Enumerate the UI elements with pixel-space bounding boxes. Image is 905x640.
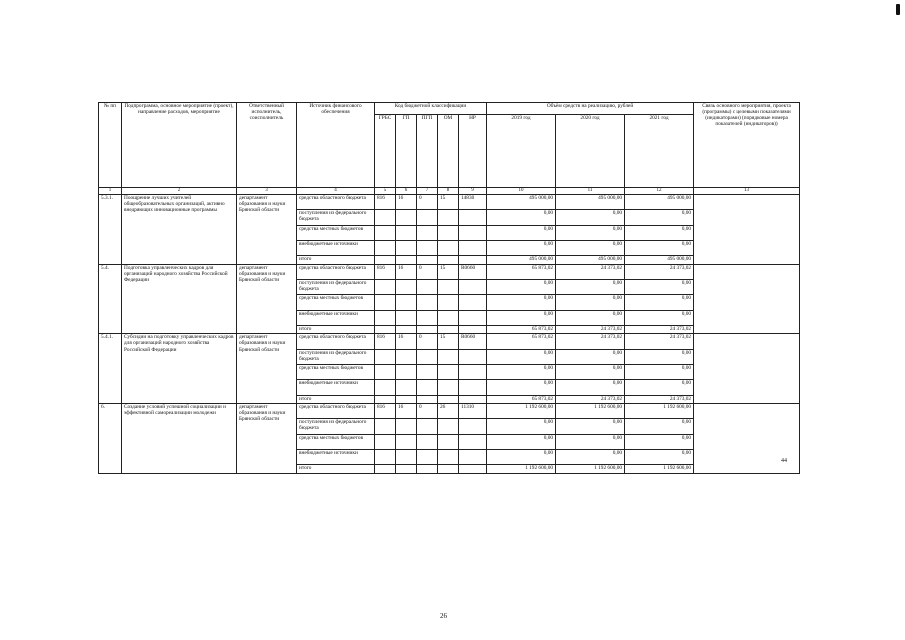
total-2021: 1 192 600,00: [625, 465, 694, 474]
table-row: [99, 404, 800, 419]
total-2021: 24 373,02: [625, 325, 694, 334]
code-empty: [438, 295, 459, 310]
code-empty: [438, 364, 459, 379]
code-grbs: 816: [375, 334, 396, 349]
code-nr: R0660: [459, 334, 487, 349]
value-2021: 24 373,02: [625, 334, 694, 349]
code-nr: R0660: [459, 264, 487, 279]
source-label: внебюджетные источники: [297, 310, 375, 325]
code-empty: [438, 310, 459, 325]
code-gp: 16: [396, 195, 417, 210]
code-empty: [438, 395, 459, 404]
code-empty: [396, 240, 417, 255]
value-zero: 0,00: [556, 310, 625, 325]
total-2020: 1 192 600,00: [556, 465, 625, 474]
code-empty: [417, 434, 438, 449]
code-empty: [438, 256, 459, 265]
code-empty: [459, 225, 487, 240]
code-empty: [438, 434, 459, 449]
header-2019: 2019 год: [487, 115, 556, 188]
code-gp: 16: [396, 264, 417, 279]
code-empty: [438, 240, 459, 255]
source-label: средства областного бюджета: [297, 404, 375, 419]
code-empty: [459, 240, 487, 255]
value-zero: 0,00: [556, 380, 625, 395]
value-zero: 0,00: [556, 240, 625, 255]
value-zero: 0,00: [625, 225, 694, 240]
budget-table: [98, 102, 800, 474]
link-cell: [694, 264, 800, 334]
value-2020: 24 373,02: [556, 334, 625, 349]
code-empty: [396, 395, 417, 404]
code-empty: [396, 210, 417, 225]
link-cell: [694, 195, 800, 265]
code-empty: [375, 395, 396, 404]
value-2020: 24 373,02: [556, 264, 625, 279]
code-empty: [438, 210, 459, 225]
total-2020: 24 373,02: [556, 325, 625, 334]
source-label: внебюджетные источники: [297, 240, 375, 255]
value-2021: 24 373,02: [625, 264, 694, 279]
source-label: средства местных бюджетов: [297, 225, 375, 240]
header-link: Связь основного мероприятия, проекта (программы) с целевыми показателями (индикаторами) (порядковые номера показателей (индикаторов)): [694, 103, 800, 188]
link-cell: [694, 334, 800, 404]
code-empty: [459, 349, 487, 364]
code-empty: [459, 295, 487, 310]
row-name: Поощрение лучших учителей общеобразовательных организаций, активно внедряющих инновационные программы: [122, 195, 237, 265]
code-empty: [459, 310, 487, 325]
code-empty: [438, 349, 459, 364]
code-empty: [417, 364, 438, 379]
code-empty: [417, 256, 438, 265]
code-empty: [396, 434, 417, 449]
code-pgp: 0: [417, 334, 438, 349]
column-number: 9: [459, 188, 487, 195]
header-volume: Объём средств на реализацию, рублей: [487, 103, 694, 115]
source-label: средства местных бюджетов: [297, 364, 375, 379]
row-name: Создание условий успешной социализации и эффективной самореализации молодежи: [122, 404, 237, 474]
value-zero: 0,00: [625, 210, 694, 225]
code-om: 15: [438, 264, 459, 279]
code-empty: [459, 465, 487, 474]
source-label: поступления из федерального бюджета: [297, 210, 375, 225]
value-zero: 0,00: [625, 419, 694, 434]
code-empty: [375, 279, 396, 294]
header-nr: НР: [459, 115, 487, 188]
table-row: [99, 264, 800, 279]
source-label: итого: [297, 325, 375, 334]
value-zero: 0,00: [487, 349, 556, 364]
table-row: [99, 334, 800, 349]
total-2021: 495 000,00: [625, 256, 694, 265]
code-empty: [459, 434, 487, 449]
code-empty: [438, 465, 459, 474]
value-zero: 0,00: [487, 295, 556, 310]
header-om: ОМ: [438, 115, 459, 188]
row-responsible: департамент образования и науки Брянской области: [237, 195, 297, 265]
column-number: 2: [122, 188, 237, 195]
column-number: 13: [694, 188, 800, 195]
total-2019: 65 873,02: [487, 395, 556, 404]
code-gp: 16: [396, 334, 417, 349]
code-empty: [438, 279, 459, 294]
source-label: итого: [297, 395, 375, 404]
code-pgp: 0: [417, 264, 438, 279]
column-number: 1: [99, 188, 122, 195]
code-empty: [396, 380, 417, 395]
value-zero: 0,00: [625, 240, 694, 255]
value-2019: 65 873,02: [487, 264, 556, 279]
code-empty: [375, 256, 396, 265]
total-2019: 65 873,02: [487, 325, 556, 334]
header-subprogram: Подпрограмма, основное мероприятие (проект), направление расходов, мероприятие: [122, 103, 237, 188]
column-number: 10: [487, 188, 556, 195]
code-empty: [459, 279, 487, 294]
code-empty: [375, 465, 396, 474]
total-2019: 495 000,00: [487, 256, 556, 265]
row-responsible: департамент образования и науки Брянской области: [237, 404, 297, 474]
source-label: внебюджетные источники: [297, 449, 375, 464]
code-empty: [417, 349, 438, 364]
table-body: [99, 195, 800, 474]
value-zero: 0,00: [625, 310, 694, 325]
code-empty: [375, 449, 396, 464]
code-empty: [396, 364, 417, 379]
code-empty: [396, 295, 417, 310]
code-empty: [417, 395, 438, 404]
code-empty: [396, 310, 417, 325]
code-empty: [459, 256, 487, 265]
source-label: средства местных бюджетов: [297, 295, 375, 310]
scan-edge-mark: [896, 4, 900, 15]
header-budget-code: Код бюджетной классификации: [375, 103, 487, 115]
value-zero: 0,00: [625, 449, 694, 464]
code-om: 15: [438, 195, 459, 210]
code-empty: [375, 225, 396, 240]
source-label: средства областного бюджета: [297, 195, 375, 210]
row-num: 5.4.: [99, 264, 122, 334]
column-number: 11: [556, 188, 625, 195]
code-empty: [396, 279, 417, 294]
code-empty: [459, 395, 487, 404]
code-empty: [417, 325, 438, 334]
code-empty: [417, 240, 438, 255]
value-zero: 0,00: [487, 279, 556, 294]
column-number: 4: [297, 188, 375, 195]
code-empty: [375, 295, 396, 310]
code-empty: [396, 419, 417, 434]
code-empty: [396, 465, 417, 474]
source-label: внебюджетные источники: [297, 380, 375, 395]
code-nr: 14830: [459, 195, 487, 210]
code-empty: [417, 419, 438, 434]
value-zero: 0,00: [487, 310, 556, 325]
value-zero: 0,00: [625, 295, 694, 310]
code-grbs: 816: [375, 264, 396, 279]
code-empty: [438, 325, 459, 334]
source-label: поступления из федерального бюджета: [297, 349, 375, 364]
code-empty: [438, 225, 459, 240]
row-num: 6.: [99, 404, 122, 474]
column-number: 5: [375, 188, 396, 195]
code-empty: [417, 465, 438, 474]
total-2020: 24 373,02: [556, 395, 625, 404]
code-empty: [417, 310, 438, 325]
header-grbs: ГРБС: [375, 115, 396, 188]
code-empty: [438, 380, 459, 395]
value-zero: 0,00: [487, 434, 556, 449]
total-2020: 495 000,00: [556, 256, 625, 265]
value-zero: 0,00: [556, 434, 625, 449]
code-empty: [459, 210, 487, 225]
column-number: 8: [438, 188, 459, 195]
header-gp: ГП: [396, 115, 417, 188]
code-empty: [375, 349, 396, 364]
table-row: [99, 195, 800, 210]
value-2019: 495 000,00: [487, 195, 556, 210]
total-2019: 1 192 600,00: [487, 465, 556, 474]
code-empty: [417, 225, 438, 240]
code-empty: [459, 364, 487, 379]
total-2021: 24 373,02: [625, 395, 694, 404]
code-empty: [375, 240, 396, 255]
code-empty: [417, 449, 438, 464]
value-2019: 1 192 600,00: [487, 404, 556, 419]
value-zero: 0,00: [487, 380, 556, 395]
value-2019: 65 873,02: [487, 334, 556, 349]
source-label: поступления из федерального бюджета: [297, 279, 375, 294]
header-pgp: ПГП: [417, 115, 438, 188]
value-zero: 0,00: [556, 279, 625, 294]
value-2020: 495 000,00: [556, 195, 625, 210]
value-zero: 0,00: [487, 210, 556, 225]
value-zero: 0,00: [625, 434, 694, 449]
value-zero: 0,00: [556, 349, 625, 364]
column-number: 6: [396, 188, 417, 195]
source-label: итого: [297, 465, 375, 474]
value-zero: 0,00: [556, 210, 625, 225]
code-empty: [417, 380, 438, 395]
source-label: итого: [297, 256, 375, 265]
code-pgp: 0: [417, 404, 438, 419]
value-zero: 0,00: [556, 419, 625, 434]
source-label: поступления из федерального бюджета: [297, 419, 375, 434]
header-2021: 2021 год: [625, 115, 694, 188]
code-empty: [375, 364, 396, 379]
header-num: № пп: [99, 103, 122, 188]
code-gp: 16: [396, 404, 417, 419]
header-2020: 2020 год: [556, 115, 625, 188]
row-num: 5.4.1.: [99, 334, 122, 404]
value-zero: 0,00: [556, 295, 625, 310]
code-grbs: 816: [375, 404, 396, 419]
code-empty: [438, 449, 459, 464]
value-zero: 0,00: [625, 364, 694, 379]
header-source: Источник финансового обеспечения: [297, 103, 375, 188]
source-label: средства местных бюджетов: [297, 434, 375, 449]
code-empty: [417, 210, 438, 225]
value-2020: 1 192 600,00: [556, 404, 625, 419]
page-number: 26: [440, 612, 447, 620]
side-number: 44: [781, 458, 787, 464]
row-name: Подготовка управленческих кадров для организаций народного хозяйства Российской Федерации: [122, 264, 237, 334]
code-empty: [375, 434, 396, 449]
value-zero: 0,00: [625, 349, 694, 364]
code-empty: [459, 419, 487, 434]
value-zero: 0,00: [556, 225, 625, 240]
code-empty: [459, 325, 487, 334]
value-zero: 0,00: [556, 364, 625, 379]
code-pgp: 0: [417, 195, 438, 210]
row-responsible: департамент образования и науки Брянской области: [237, 334, 297, 404]
code-empty: [396, 225, 417, 240]
column-number: 3: [237, 188, 297, 195]
code-empty: [396, 449, 417, 464]
code-empty: [396, 325, 417, 334]
code-empty: [375, 210, 396, 225]
value-zero: 0,00: [487, 240, 556, 255]
value-zero: 0,00: [487, 449, 556, 464]
code-empty: [417, 295, 438, 310]
code-empty: [375, 325, 396, 334]
code-empty: [459, 380, 487, 395]
source-label: средства областного бюджета: [297, 334, 375, 349]
source-label: средства областного бюджета: [297, 264, 375, 279]
code-nr: 11310: [459, 404, 487, 419]
column-number: 12: [625, 188, 694, 195]
code-grbs: 816: [375, 195, 396, 210]
value-zero: 0,00: [625, 279, 694, 294]
code-empty: [438, 419, 459, 434]
header-responsible: Ответственный исполнитель, соисполнитель: [237, 103, 297, 188]
code-empty: [417, 279, 438, 294]
code-empty: [396, 349, 417, 364]
code-empty: [375, 380, 396, 395]
row-name: Субсидии на подготовку управленческих кадров для организаций народного хозяйства Российской Федерации: [122, 334, 237, 404]
code-om: 15: [438, 334, 459, 349]
value-zero: 0,00: [487, 364, 556, 379]
row-num: 5.3.1.: [99, 195, 122, 265]
value-2021: 495 000,00: [625, 195, 694, 210]
code-empty: [375, 310, 396, 325]
value-2021: 1 192 600,00: [625, 404, 694, 419]
code-empty: [375, 419, 396, 434]
value-zero: 0,00: [556, 449, 625, 464]
value-zero: 0,00: [625, 380, 694, 395]
code-om: 26: [438, 404, 459, 419]
value-zero: 0,00: [487, 419, 556, 434]
value-zero: 0,00: [487, 225, 556, 240]
column-number: 7: [417, 188, 438, 195]
row-responsible: департамент образования и науки Брянской области: [237, 264, 297, 334]
code-empty: [396, 256, 417, 265]
code-empty: [459, 449, 487, 464]
